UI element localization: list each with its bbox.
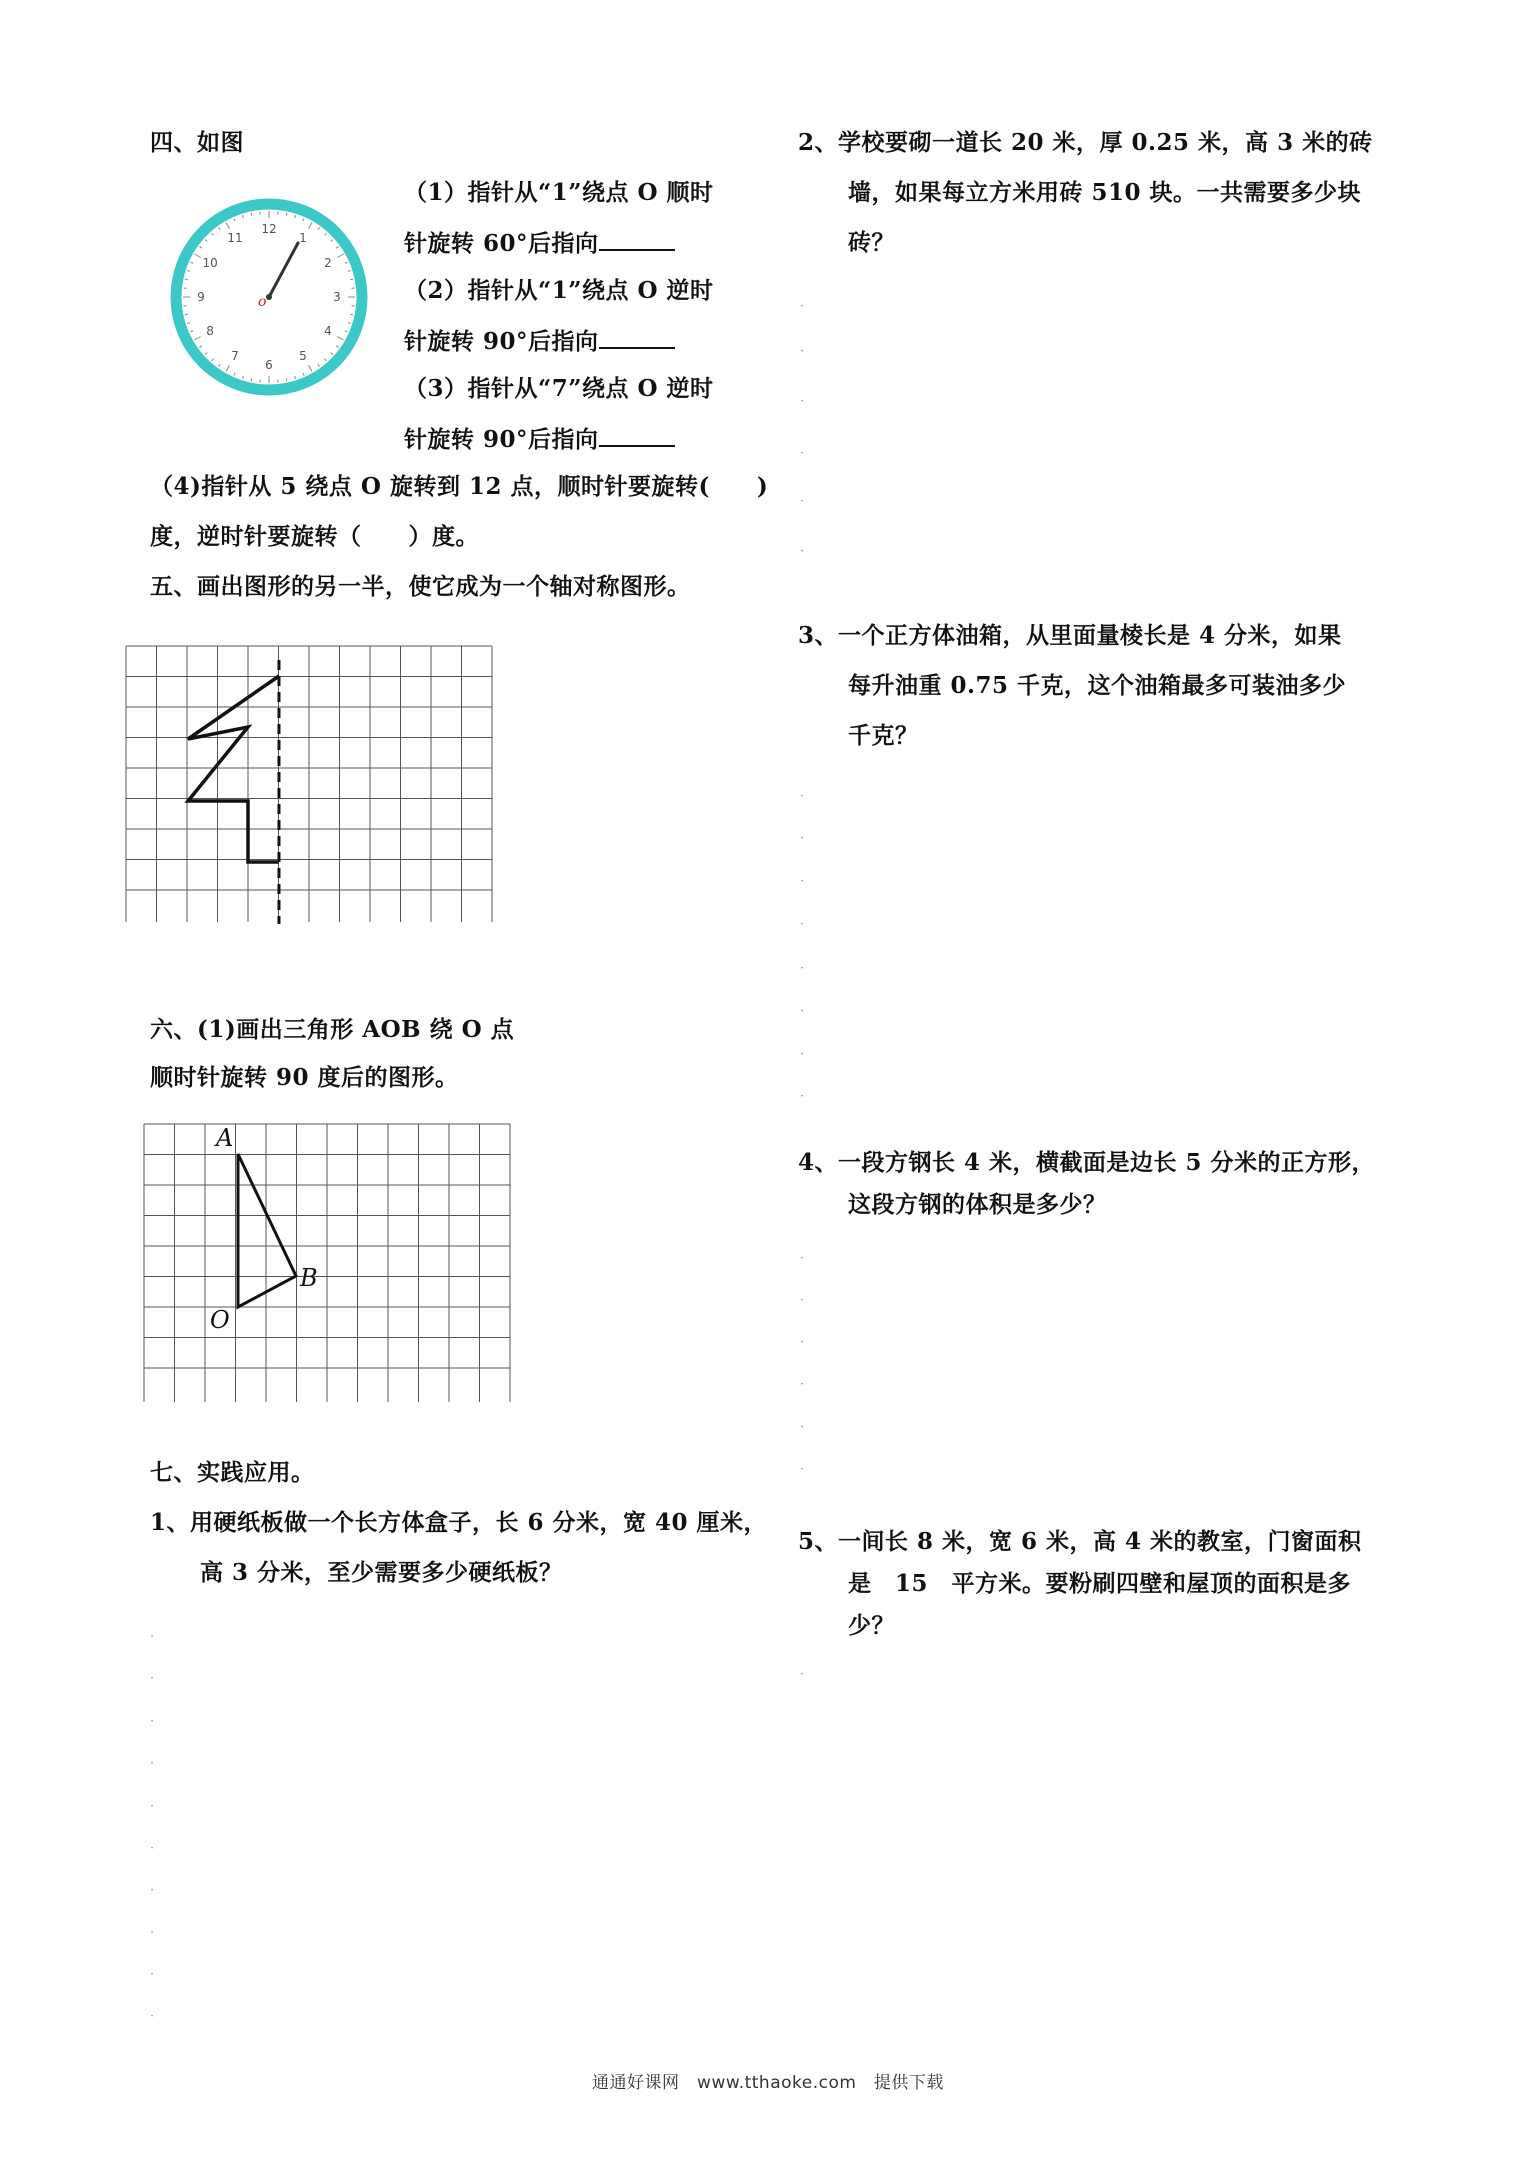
- clock-number: 8: [206, 324, 214, 338]
- vertex-a-label: A: [216, 1124, 234, 1152]
- scan-dot: ·: [800, 446, 805, 461]
- question-4-2-text: 针旋转 90°后指向: [404, 328, 599, 355]
- clock-number: 9: [197, 290, 205, 304]
- clock-number: 1: [299, 231, 307, 246]
- question-4-1-text: 针旋转 60°后指向: [404, 230, 599, 257]
- clock-tick: [350, 314, 353, 315]
- question-4-4-line1: （4)指针从 5 绕点 O 旋转到 12 点，顺时针要旋转( ): [150, 473, 769, 500]
- clock-number: 5: [299, 348, 307, 363]
- question-4-1-line1: （1）指针从“1”绕点 O 顺时: [404, 179, 714, 206]
- answer-blank-4-1[interactable]: [599, 227, 675, 251]
- question-4-1-line2: [404, 227, 675, 259]
- clock-number: 10: [202, 256, 218, 270]
- clock-tick: [185, 314, 188, 315]
- problem-3-line3: 千克？: [848, 722, 919, 749]
- clock-number: 3: [333, 290, 341, 304]
- clock-number: 12: [261, 222, 277, 236]
- question-4-4-line2: 度，逆时针要旋转（ ）度。: [150, 523, 479, 550]
- clock-number: 2: [324, 256, 332, 270]
- scan-dot: ·: [800, 344, 805, 359]
- scan-dot: ·: [800, 1293, 805, 1308]
- clock-number: 4: [324, 324, 332, 338]
- clock-center: [266, 294, 272, 300]
- question-4-2-line1: （2）指针从“1”绕点 O 逆时: [404, 277, 714, 304]
- half-shape: [188, 676, 279, 862]
- scan-dot: ·: [800, 1047, 805, 1062]
- scan-dot: ·: [150, 1841, 155, 1856]
- problem-5-line3: 少？: [848, 1612, 895, 1639]
- problem-4-line2: 这段方钢的体积是多少？: [848, 1191, 1107, 1218]
- scan-dot: ·: [150, 1883, 155, 1898]
- question-4-3-line1: （3）指针从“7”绕点 O 逆时: [404, 375, 714, 402]
- scan-dot: ·: [150, 1714, 155, 1729]
- scan-dot: ·: [800, 1335, 805, 1350]
- vertex-b-label: B: [300, 1264, 318, 1292]
- clock-tick: [350, 279, 353, 280]
- problem-5-line2: 是 15 平方米。要粉刷四壁和屋顶的面积是多: [848, 1570, 1352, 1597]
- problem-1-line1: 1、用硬纸板做一个长方体盒子，长 6 分米，宽 40 厘米，: [150, 1509, 768, 1536]
- scan-dot: ·: [800, 874, 805, 889]
- question-4-2-line2: [404, 325, 675, 357]
- question-4-3-text: 针旋转 90°后指向: [404, 426, 599, 453]
- section5-heading: 五、画出图形的另一半，使它成为一个轴对称图形。: [150, 573, 691, 600]
- scan-dot: ·: [800, 1462, 805, 1477]
- vertex-o-label: O: [210, 1306, 230, 1334]
- problem-2-line1: 2、学校要砌一道长 20 米，厚 0.25 米，高 3 米的砖: [798, 129, 1373, 156]
- answer-blank-4-3[interactable]: [599, 423, 675, 447]
- problem-5-line1: 5、一间长 8 米，宽 6 米，高 4 米的教室，门窗面积: [798, 1528, 1362, 1555]
- clock-center-label: o: [258, 294, 267, 310]
- question-4-3-line2: [404, 423, 675, 455]
- scan-dot: ·: [800, 831, 805, 846]
- section4-heading: 四、如图: [150, 129, 244, 156]
- triangle-aob: [238, 1154, 296, 1307]
- scan-dot: ·: [800, 1377, 805, 1392]
- scan-dot: ·: [800, 917, 805, 932]
- rotation-grid: [144, 1124, 514, 1404]
- page-footer: 通通好课网 www.tthaoke.com 提供下载: [592, 2073, 944, 2093]
- scan-dot: ·: [800, 394, 805, 409]
- section6-line1: 六、(1)画出三角形 AOB 绕 O 点: [150, 1016, 515, 1043]
- clock-tick: [251, 378, 252, 381]
- scan-dot: ·: [800, 544, 805, 559]
- symmetry-grid: [126, 644, 496, 924]
- scan-dot: ·: [800, 494, 805, 509]
- answer-blank-4-2[interactable]: [599, 325, 675, 349]
- scan-dot: ·: [150, 1671, 155, 1686]
- section7-heading: 七、实践应用。: [150, 1459, 315, 1486]
- clock-number: 11: [227, 231, 243, 246]
- clock-tick: [286, 213, 287, 216]
- scan-dot: ·: [150, 2009, 155, 2024]
- clock-tick: [251, 213, 252, 216]
- scan-dot: ·: [800, 1667, 805, 1682]
- scan-dot: ·: [800, 1420, 805, 1435]
- scan-dot: ·: [150, 1925, 155, 1940]
- scan-dot: ·: [800, 1089, 805, 1104]
- problem-3-line1: 3、一个正方体油箱，从里面量棱长是 4 分米，如果: [798, 622, 1342, 649]
- scan-dot: ·: [800, 1004, 805, 1019]
- scan-dot: ·: [800, 789, 805, 804]
- problem-2-line2: 墙，如果每立方米用砖 510 块。一共需要多少块: [848, 179, 1362, 206]
- clock-number: 6: [265, 358, 273, 372]
- problem-3-line2: 每升油重 0.75 千克，这个油箱最多可装油多少: [848, 672, 1347, 699]
- section6-line2: 顺时针旋转 90 度后的图形。: [150, 1064, 459, 1091]
- scan-dot: ·: [800, 1251, 805, 1266]
- clock-number: 7: [231, 348, 239, 363]
- clock-tick: [286, 378, 287, 381]
- scan-dot: ·: [150, 1756, 155, 1771]
- clock-tick: [185, 279, 188, 280]
- scan-dot: ·: [150, 1799, 155, 1814]
- scan-dot: ·: [800, 961, 805, 976]
- problem-2-line3: 砖？: [848, 229, 895, 256]
- scan-dot: ·: [150, 1967, 155, 1982]
- problem-1-line2: 高 3 分米，至少需要多少硬纸板？: [200, 1559, 563, 1586]
- problem-4-line1: 4、一段方钢长 4 米，横截面是边长 5 分米的正方形，: [798, 1149, 1376, 1176]
- clock-figure: [158, 186, 380, 408]
- scan-dot: ·: [150, 1629, 155, 1644]
- scan-dot: ·: [800, 299, 805, 314]
